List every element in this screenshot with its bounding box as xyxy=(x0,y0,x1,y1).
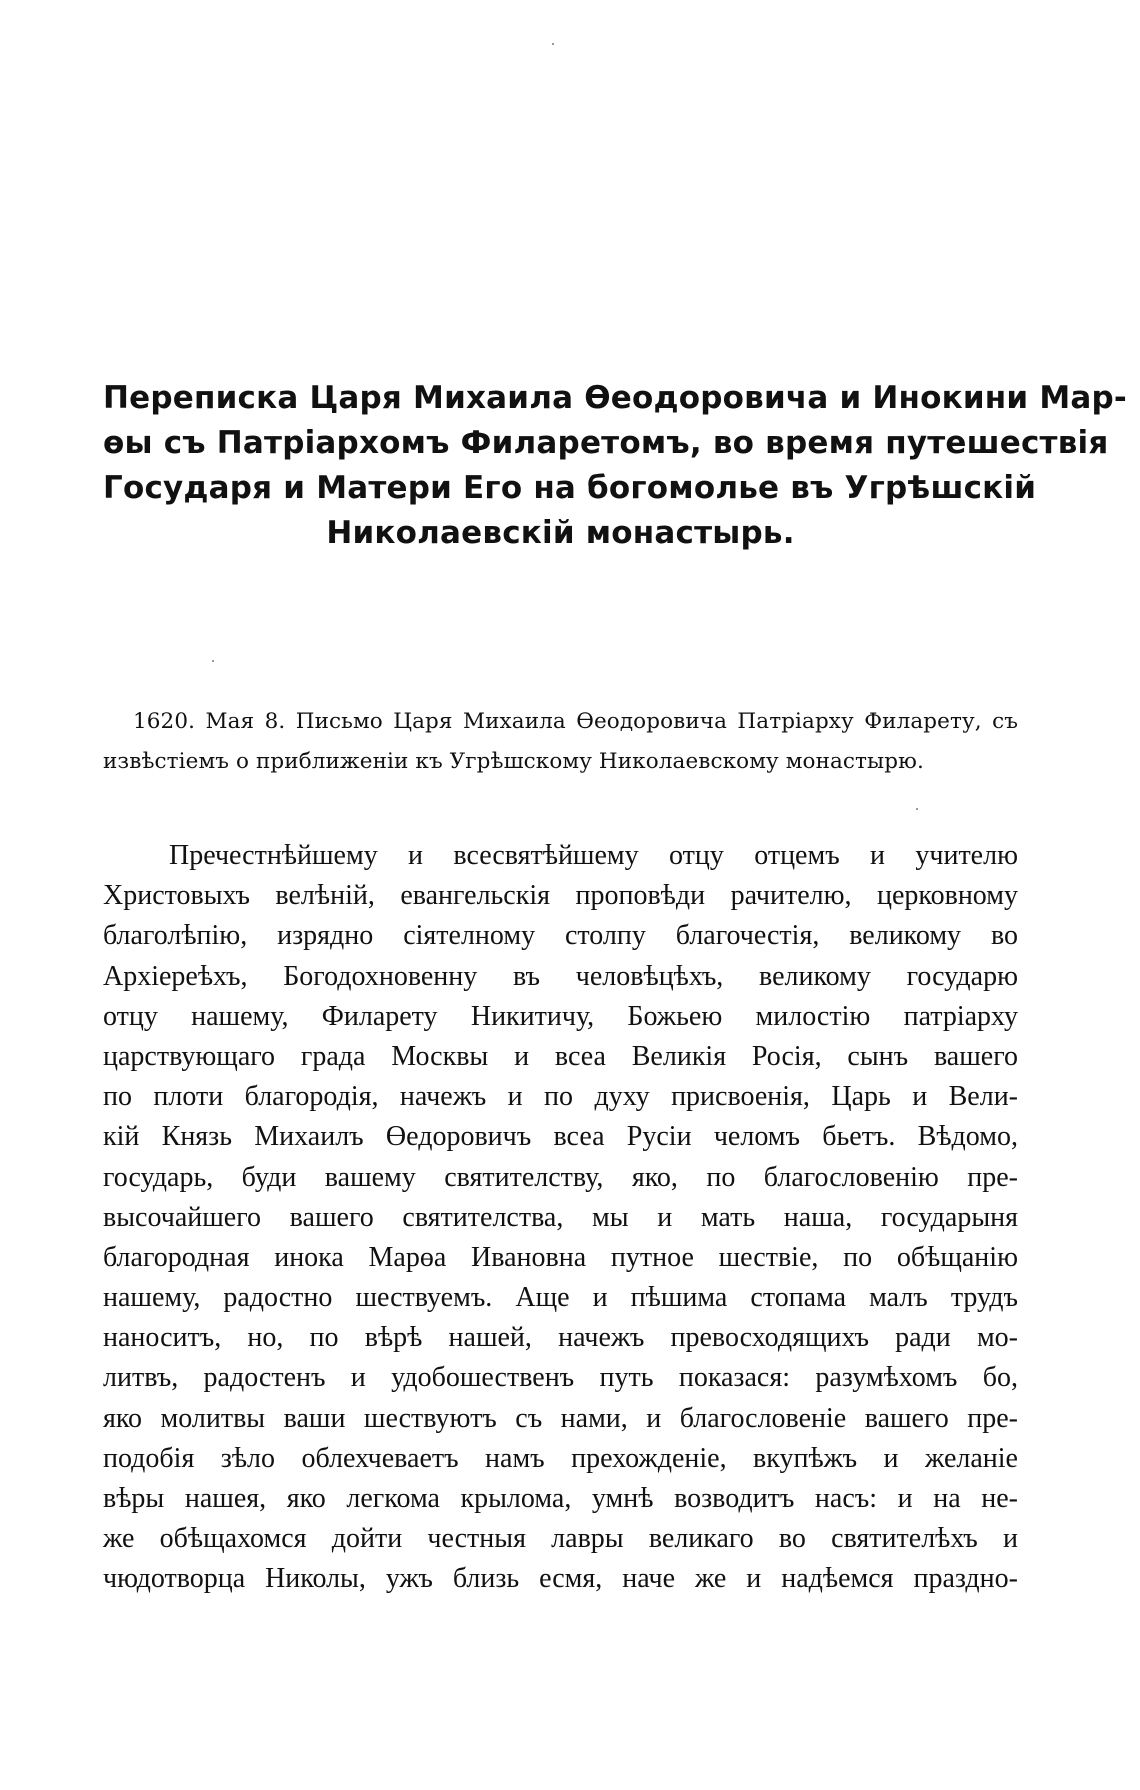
body-line: благолѣпію, изрядно сіятелному столпу благочестія, великому во xyxy=(103,920,1018,952)
letter-body xyxy=(103,836,1018,1600)
summary-line: извѣстіемъ о приближеніи къ Угрѣшскому Николаевскому монастырю. xyxy=(103,749,924,774)
body-line: яко молитвы ваши шествуютъ съ нами, и благословеніе вашего пре- xyxy=(103,1402,1018,1434)
scan-speck xyxy=(212,660,214,662)
body-line: литвъ, радостенъ и удобошественъ путь показася: разумѣхомъ бо, xyxy=(103,1362,1018,1394)
body-line: чюдотворца Николы, ужъ близь есмя, наче же и надѣемся праздно- xyxy=(103,1563,1018,1595)
body-line: же обѣщахомся дойти честныя лавры великаго во святителѣхъ и xyxy=(103,1523,1018,1555)
scan-speck xyxy=(552,43,554,45)
body-line: вѣры нашея, яко легкома крылома, умнѣ возводитъ насъ: и на не- xyxy=(103,1483,1018,1514)
body-line: благородная инока Марөа Ивановна путное шествіе, по обѣщанію xyxy=(103,1241,1018,1273)
body-line: нашему, радостно шествуемъ. Аще и пѣшима стопама малъ трудъ xyxy=(103,1282,1018,1314)
body-line: высочайшего вашего святителства, мы и мать наша, государыня xyxy=(103,1201,1018,1233)
scan-speck xyxy=(916,808,918,810)
title-line: Переписка Царя Михаила Өеодоровича и Инокини Мар- xyxy=(103,380,1127,416)
body-line: подобія зѣло облехчеваетъ намъ прехожденіе, вкупѣжъ и желаніе xyxy=(103,1442,1018,1474)
title-line: өы съ Патріархомъ Филаретомъ, во время путешествія xyxy=(103,425,1109,461)
letter-summary xyxy=(103,702,1018,782)
body-line: по плоти благородія, начежъ и по духу присвоенія, Царь и Вели- xyxy=(103,1081,1018,1113)
summary-line: 1620. Мая 8. Письмо Царя Михаила Өеодоровича Патріарху Филарету, съ xyxy=(133,709,1018,734)
document-title xyxy=(103,376,1127,556)
body-line: Пречестнѣйшему и всесвятѣйшему отцу отцемъ и учителю xyxy=(169,840,1018,871)
body-line: царствующаго града Москвы и всеа Великія Росія, сынъ вашего xyxy=(103,1040,1018,1072)
body-line: отцу нашему, Филарету Никитичу, Божьею милостію патріарху xyxy=(103,1000,1018,1032)
body-line: государь, буди вашему святителству, яко, по благословенію пре- xyxy=(103,1161,1018,1193)
title-line: Николаевскій монастырь. xyxy=(326,515,795,551)
body-line: наноситъ, но, по вѣрѣ нашей, начежъ превосходящихъ ради мо- xyxy=(103,1322,1018,1354)
body-line: Архіереѣхъ, Богодохновенну въ человѣцѣхъ, великому государю xyxy=(103,960,1018,992)
body-line: кій Князь Михаилъ Өедоровичъ всеа Русіи челомъ бьетъ. Вѣдомо, xyxy=(103,1121,1018,1153)
body-line: Христовыхъ велѣній, евангельскія проповѣди рачителю, церковному xyxy=(103,880,1018,912)
title-line: Государя и Матери Его на богомолье въ Угрѣшскій xyxy=(103,470,1037,506)
